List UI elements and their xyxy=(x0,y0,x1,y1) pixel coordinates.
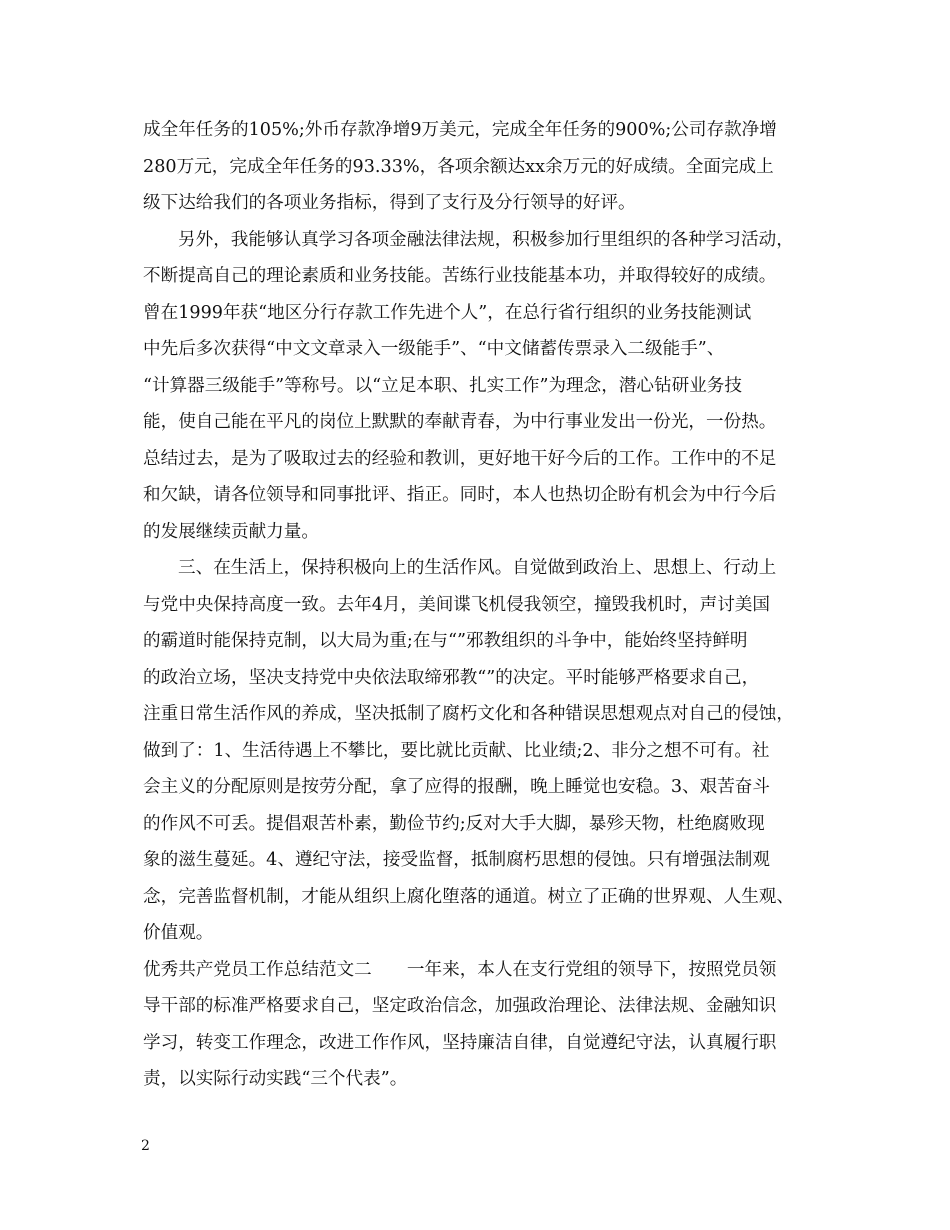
text-line-18: 做到了：1、生活待遇上不攀比，要比就比贡献、比业绩;2、非分之想不可有。社 xyxy=(143,741,770,761)
text-line-14: 与党中央保持高度一致。去年4月，美间谍飞机侵我领空，撞毁我机时，声讨美国 xyxy=(143,595,770,615)
text-line-3: 级下达给我们的各项业务指标，得到了支行及分行领导的好评。 xyxy=(143,193,636,213)
text-line-4: 另外，我能够认真学习各项金融法律法规，积极参加行里组织的各种学习活动， xyxy=(178,230,794,250)
text-line-15: 的霸道时能保持克制，以大局为重;在与“”邪教组织的斗争中，能始终坚持鲜明 xyxy=(143,631,748,651)
text-line-8: “计算器三级能手”等称号。以“立足本职、扎实工作”为理念，潜心钻研业务技 xyxy=(143,376,742,396)
text-line-19: 会主义的分配原则是按劳分配，拿了应得的报酬，晚上睡觉也安稳。3、艰苦奋斗 xyxy=(143,777,770,797)
text-line-22: 念，完善监督机制，才能从组织上腐化堕落的通道。树立了正确的世界观、人生观、 xyxy=(143,887,794,907)
text-line-27: 责，以实际行动实践“三个代表”。 xyxy=(143,1069,408,1089)
text-line-7: 中先后多次获得“中文文章录入一级能手”、“中文储蓄传票录入二级能手”、 xyxy=(143,339,725,359)
text-line-1: 成全年任务的105%;外币存款净增9万美元，完成全年任务的900%;公司存款净增 xyxy=(143,120,777,140)
text-line-21: 象的滋生蔓延。4、遵纪守法，接受监督，抵制腐朽思想的侵蚀。只有增强法制观 xyxy=(143,850,770,870)
page-number: 2 xyxy=(141,1138,150,1154)
text-line-11: 和欠缺，请各位领导和同事批评、指正。同时，本人也热切企盼有机会为中行今后 xyxy=(143,485,777,505)
text-line-25: 导干部的标准严格要求自己，坚定政治信念，加强政治理论、法律法规、金融知识 xyxy=(143,996,777,1016)
text-line-2: 280万元，完成全年任务的93.33%，各项余额达xx余万元的好成绩。全面完成上 xyxy=(143,157,774,177)
text-line-6: 曾在1999年获“地区分行存款工作先进个人”，在总行省行组织的业务技能测试 xyxy=(143,303,752,323)
text-line-13: 三、在生活上，保持积极向上的生活作风。自觉做到政治上、思想上、行动上 xyxy=(178,558,777,578)
text-line-24: 优秀共产党员工作总结范文二 一年来，本人在支行党组的领导下，按照党员领 xyxy=(143,960,777,980)
text-line-12: 的发展继续贡献力量。 xyxy=(143,522,319,542)
text-line-26: 学习，转变工作理念，改进工作作风，坚持廉洁自律，自觉遵纪守法，认真履行职 xyxy=(143,1033,777,1053)
text-line-16: 的政治立场，坚决支持党中央依法取缔邪教“”的决定。平时能够严格要求自己， xyxy=(143,668,760,688)
text-line-23: 价值观。 xyxy=(143,923,214,943)
text-line-5: 不断提高自己的理论素质和业务技能。苦练行业技能基本功，并取得较好的成绩。 xyxy=(143,266,777,286)
text-line-9: 能，使自己能在平凡的岗位上默默的奉献青春，为中行事业发出一份光，一份热。 xyxy=(143,412,777,432)
text-line-20: 的作风不可丢。提倡艰苦朴素，勤俭节约;反对大手大脚，暴殄天物，杜绝腐败现 xyxy=(143,814,765,834)
text-line-10: 总结过去，是为了吸取过去的经验和教训，更好地干好今后的工作。工作中的不足 xyxy=(143,449,777,469)
text-line-17: 注重日常生活作风的养成，坚决抵制了腐朽文化和各种错误思想观点对自己的侵蚀， xyxy=(143,704,794,724)
